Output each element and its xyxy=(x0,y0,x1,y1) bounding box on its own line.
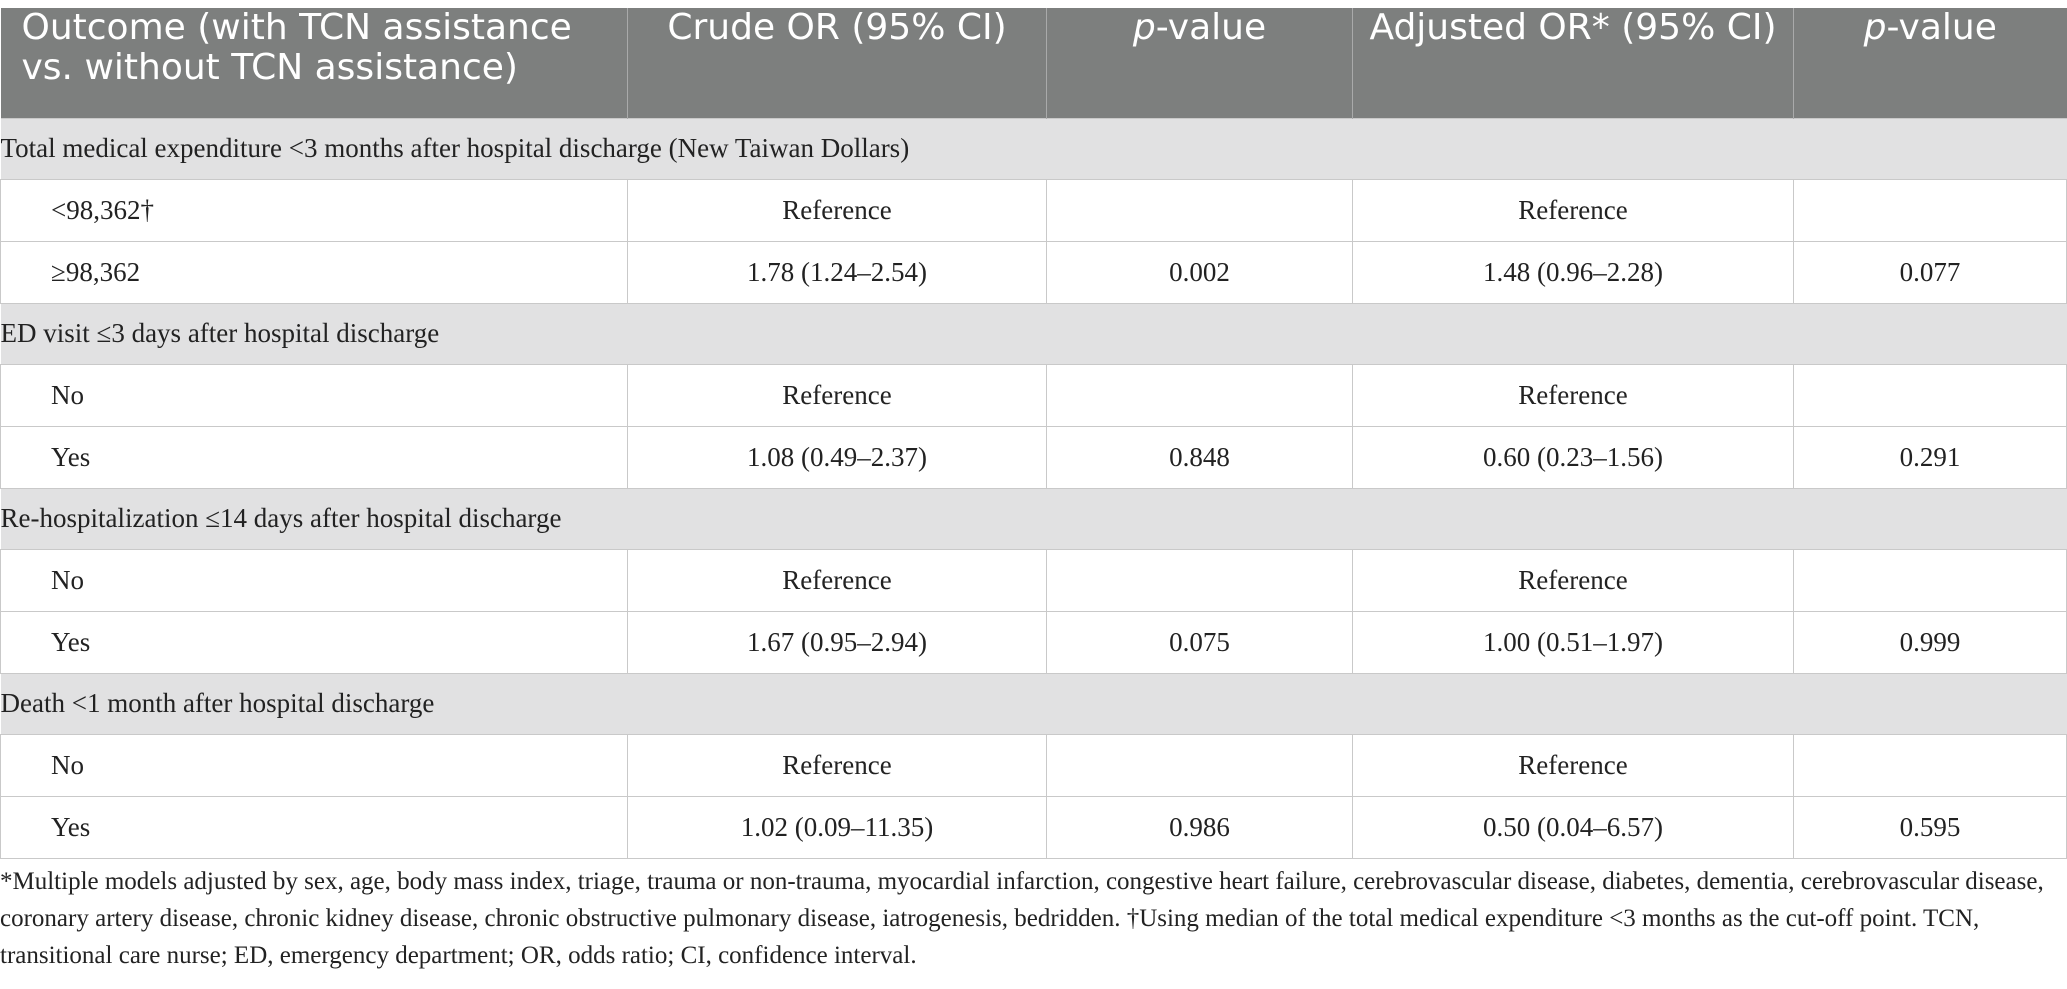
p-value-adjusted-cell: 0.291 xyxy=(1794,426,2067,488)
p-value-adjusted-cell: 0.595 xyxy=(1794,796,2067,858)
adjusted-or-cell: Reference xyxy=(1353,364,1794,426)
p-value-crude-cell: 0.002 xyxy=(1047,241,1353,303)
row-label: No xyxy=(1,549,628,611)
table-row xyxy=(1,549,2067,611)
header-outcome-line2: vs. without TCN assistance) xyxy=(21,47,518,88)
p-value-adjusted-cell xyxy=(1794,734,2067,796)
adjusted-or-cell: 0.60 (0.23–1.56) xyxy=(1353,426,1794,488)
p-value-crude-cell xyxy=(1047,179,1353,241)
p-value-adjusted-cell xyxy=(1794,364,2067,426)
p-value-crude-cell xyxy=(1047,734,1353,796)
crude-or-cell: Reference xyxy=(628,364,1047,426)
crude-or-cell: 1.02 (0.09–11.35) xyxy=(628,796,1047,858)
p-value-crude-cell xyxy=(1047,549,1353,611)
odds-ratio-table xyxy=(0,8,2067,859)
section-row xyxy=(1,118,2067,179)
crude-or-cell: Reference xyxy=(628,549,1047,611)
header-p-rest: -value xyxy=(1155,7,1267,48)
header-p-italic: p xyxy=(1132,7,1156,48)
section-title: Re-hospitalization ≤14 days after hospital discharge xyxy=(1,488,2067,549)
header-p-italic: p xyxy=(1863,7,1887,48)
table-header xyxy=(1,8,2067,118)
section-title: Death <1 month after hospital discharge xyxy=(1,673,2067,734)
header-p-rest: -value xyxy=(1886,7,1997,48)
table-row xyxy=(1,364,2067,426)
row-label: <98,362† xyxy=(1,179,628,241)
table-row xyxy=(1,734,2067,796)
header-crude-or: Crude OR (95% CI) xyxy=(628,8,1047,118)
row-label: ≥98,362 xyxy=(1,241,628,303)
adjusted-or-cell: Reference xyxy=(1353,179,1794,241)
p-value-adjusted-cell xyxy=(1794,179,2067,241)
section-row xyxy=(1,488,2067,549)
p-value-crude-cell: 0.075 xyxy=(1047,611,1353,673)
header-p-value-crude xyxy=(1047,8,1353,118)
adjusted-or-cell: Reference xyxy=(1353,734,1794,796)
crude-or-cell: 1.78 (1.24–2.54) xyxy=(628,241,1047,303)
p-value-adjusted-cell: 0.077 xyxy=(1794,241,2067,303)
header-adjusted-or: Adjusted OR* (95% CI) xyxy=(1353,8,1794,118)
p-value-crude-cell: 0.986 xyxy=(1047,796,1353,858)
table-row xyxy=(1,796,2067,858)
p-value-adjusted-cell xyxy=(1794,549,2067,611)
crude-or-cell: Reference xyxy=(628,179,1047,241)
table-footnote xyxy=(0,863,2060,974)
crude-or-cell: 1.08 (0.49–2.37) xyxy=(628,426,1047,488)
table-row xyxy=(1,241,2067,303)
table-row xyxy=(1,179,2067,241)
p-value-crude-cell: 0.848 xyxy=(1047,426,1353,488)
section-title: ED visit ≤3 days after hospital discharge xyxy=(1,303,2067,364)
adjusted-or-cell: 1.00 (0.51–1.97) xyxy=(1353,611,1794,673)
row-label: Yes xyxy=(1,426,628,488)
footnote-text: *Multiple models adjusted by sex, age, body mass index, triage, trauma or non-trauma, myocardial infarction, congestive heart failure, cerebrovascular disease, diabetes, dementia, cerebrovascular disease, coronary artery disease, chronic kidney disease, chronic obstructive pulmonary disease, iatrogenesis, bedridden. †Using median of the total medical expenditure <3 months as the cut-off point. TCN, transitional care nurse; ED, emergency department; OR, odds ratio; CI, confidence interval. xyxy=(0,868,2044,969)
header-outcome-line1: Outcome (with TCN assistance xyxy=(21,7,572,48)
crude-or-cell: Reference xyxy=(628,734,1047,796)
row-label: Yes xyxy=(1,796,628,858)
crude-or-cell: 1.67 (0.95–2.94) xyxy=(628,611,1047,673)
adjusted-or-cell: 1.48 (0.96–2.28) xyxy=(1353,241,1794,303)
row-label: No xyxy=(1,364,628,426)
section-row xyxy=(1,673,2067,734)
row-label: No xyxy=(1,734,628,796)
p-value-crude-cell xyxy=(1047,364,1353,426)
section-title: Total medical expenditure <3 months after hospital discharge (New Taiwan Dollars) xyxy=(1,118,2067,179)
table-row xyxy=(1,611,2067,673)
table-row xyxy=(1,426,2067,488)
adjusted-or-cell: 0.50 (0.04–6.57) xyxy=(1353,796,1794,858)
row-label: Yes xyxy=(1,611,628,673)
p-value-adjusted-cell: 0.999 xyxy=(1794,611,2067,673)
section-row xyxy=(1,303,2067,364)
header-outcome xyxy=(1,8,628,118)
adjusted-or-cell: Reference xyxy=(1353,549,1794,611)
header-p-value-adjusted xyxy=(1794,8,2067,118)
table-body xyxy=(1,118,2067,858)
